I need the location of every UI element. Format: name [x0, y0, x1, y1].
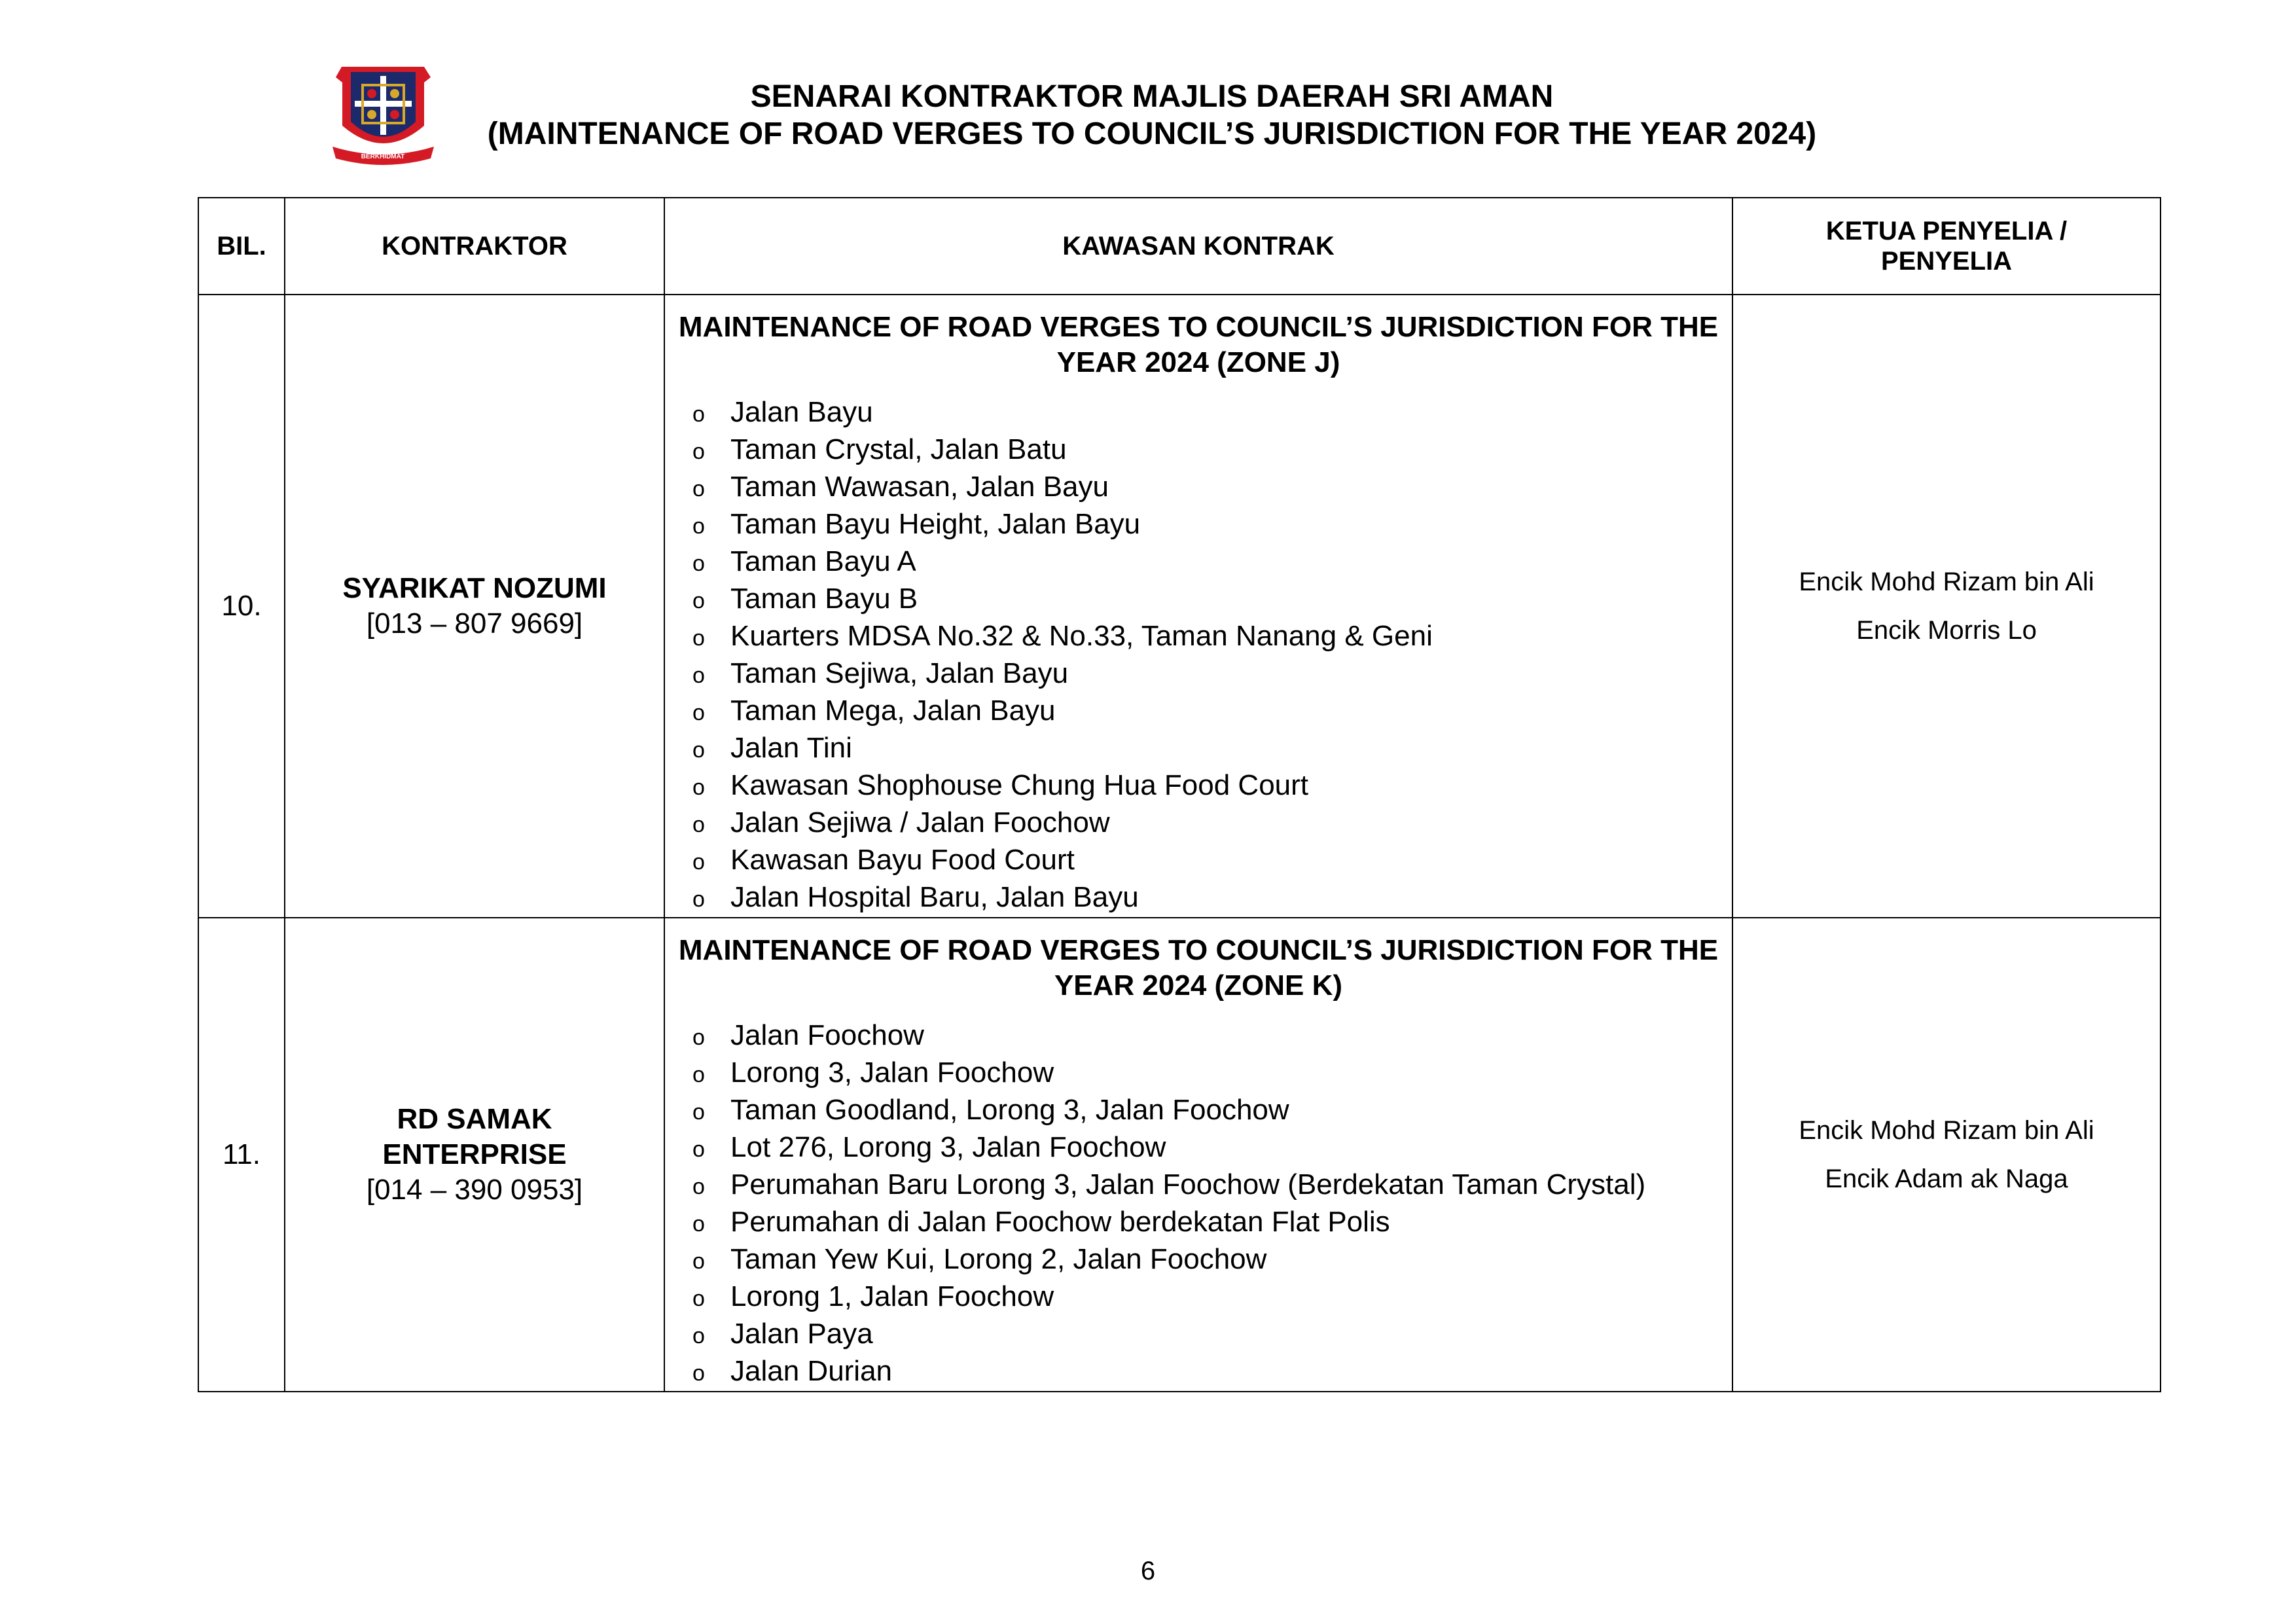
page-title: SENARAI KONTRAKTOR MAJLIS DAERAH SRI AMAN	[750, 79, 1554, 114]
supervisor-cell	[1732, 295, 2161, 918]
bullet-icon: o	[692, 1137, 705, 1162]
bullet-icon: o	[692, 1174, 705, 1199]
col-header-kawasan: KAWASAN KONTRAK	[664, 198, 1732, 295]
area-name: Jalan Hospital Baru, Jalan Bayu	[730, 881, 1139, 913]
area-name: Taman Bayu Height, Jalan Bayu	[730, 508, 1141, 540]
row-number: 11.	[198, 918, 285, 1392]
logo-ribbon-text: BERKHIDMAT	[361, 153, 405, 160]
bullet-icon: o	[692, 514, 705, 539]
area-name: Perumahan Baru Lorong 3, Jalan Foochow (Berdekatan Taman Crystal)	[730, 1168, 1646, 1200]
contractor-name-line1: RD SAMAK	[397, 1103, 552, 1135]
list-item	[692, 1204, 1732, 1242]
bullet-icon: o	[692, 1361, 705, 1386]
area-list	[665, 395, 1732, 917]
bullet-icon: o	[692, 775, 705, 800]
area-name: Taman Bayu B	[730, 583, 918, 615]
area-name: Lot 276, Lorong 3, Jalan Foochow	[730, 1131, 1166, 1163]
list-item	[692, 1018, 1732, 1055]
list-item	[692, 731, 1732, 768]
bullet-icon: o	[692, 700, 705, 725]
col-header-bil: BIL.	[198, 198, 285, 295]
area-name: Kawasan Bayu Food Court	[730, 844, 1075, 876]
table-row	[198, 295, 2161, 918]
contractor-cell	[285, 918, 664, 1392]
bullet-icon: o	[692, 663, 705, 688]
page-number: 6	[1140, 1557, 1156, 1585]
bullet-icon: o	[692, 1025, 705, 1050]
area-name: Jalan Tini	[730, 732, 852, 764]
area-name: Taman Wawasan, Jalan Bayu	[730, 471, 1109, 503]
contractor-phone: [013 – 807 9669]	[366, 607, 583, 640]
contractor-phone: [014 – 390 0953]	[366, 1174, 583, 1206]
list-item	[692, 842, 1732, 880]
area-name: Lorong 1, Jalan Foochow	[730, 1280, 1054, 1312]
contractor-name: SYARIKAT NOZUMI	[342, 572, 607, 604]
list-item	[692, 693, 1732, 731]
area-name: Kawasan Shophouse Chung Hua Food Court	[730, 769, 1309, 801]
list-item	[692, 469, 1732, 507]
list-item	[692, 656, 1732, 693]
contract-area-cell	[664, 918, 1732, 1392]
bullet-icon: o	[692, 477, 705, 501]
zone-title: MAINTENANCE OF ROAD VERGES TO COUNCIL’S JURISDICTION FOR THE YEAR 2024 (ZONE J)	[678, 311, 1719, 378]
area-name: Perumahan di Jalan Foochow berdekatan Flat Polis	[730, 1206, 1390, 1238]
supervisor: Encik Morris Lo	[1856, 616, 2037, 645]
bullet-icon: o	[692, 1286, 705, 1311]
area-name: Taman Bayu A	[730, 545, 916, 577]
area-name: Jalan Paya	[730, 1318, 873, 1350]
area-name: Jalan Bayu	[730, 396, 873, 428]
bullet-icon: o	[692, 1324, 705, 1348]
list-item	[692, 1242, 1732, 1279]
area-name: Jalan Sejiwa / Jalan Foochow	[730, 806, 1110, 839]
page-subtitle: (MAINTENANCE OF ROAD VERGES TO COUNCIL’S JURISDICTION FOR THE YEAR 2024)	[487, 117, 1817, 151]
area-name: Lorong 3, Jalan Foochow	[730, 1056, 1054, 1089]
list-item	[692, 1354, 1732, 1391]
bullet-icon: o	[692, 738, 705, 763]
list-item	[692, 880, 1732, 917]
contractor-cell	[285, 295, 664, 918]
area-name: Taman Sejiwa, Jalan Bayu	[730, 657, 1069, 689]
list-item	[692, 1167, 1732, 1204]
col-header-penyelia-line2: PENYELIA	[1880, 247, 2013, 276]
bullet-icon: o	[692, 812, 705, 837]
contractor-name-line2: ENTERPRISE	[382, 1138, 567, 1170]
list-item	[692, 768, 1732, 805]
list-item	[692, 805, 1732, 842]
list-item	[692, 544, 1732, 581]
bullet-icon: o	[692, 551, 705, 576]
col-header-kontraktor: KONTRAKTOR	[285, 198, 664, 295]
list-item	[692, 1279, 1732, 1316]
bullet-icon: o	[692, 439, 705, 464]
zone-title: MAINTENANCE OF ROAD VERGES TO COUNCIL’S JURISDICTION FOR THE YEAR 2024 (ZONE K)	[678, 934, 1719, 1001]
list-item	[692, 1055, 1732, 1092]
list-item	[692, 507, 1732, 544]
row-number: 10.	[198, 295, 285, 918]
area-name: Taman Mega, Jalan Bayu	[730, 695, 1056, 727]
bullet-icon: o	[692, 1100, 705, 1125]
bullet-icon: o	[692, 1062, 705, 1087]
area-list	[665, 1018, 1732, 1391]
bullet-icon: o	[692, 887, 705, 912]
bullet-icon: o	[692, 1249, 705, 1274]
bullet-icon: o	[692, 402, 705, 427]
bullet-icon: o	[692, 588, 705, 613]
bullet-icon: o	[692, 626, 705, 651]
list-item	[692, 395, 1732, 432]
contractor-table	[198, 197, 2161, 1392]
bullet-icon: o	[692, 1212, 705, 1236]
head-supervisor: Encik Mohd Rizam bin Ali	[1799, 1116, 2094, 1145]
head-supervisor: Encik Mohd Rizam bin Ali	[1799, 568, 2094, 596]
list-item	[692, 1130, 1732, 1167]
table-row	[198, 918, 2161, 1392]
list-item	[692, 1092, 1732, 1130]
area-name: Jalan Durian	[730, 1355, 893, 1387]
supervisor: Encik Adam ak Naga	[1825, 1164, 2068, 1193]
area-name: Taman Goodland, Lorong 3, Jalan Foochow	[730, 1094, 1289, 1126]
area-name: Kuarters MDSA No.32 & No.33, Taman Nanang & Geni	[730, 620, 1433, 652]
bullet-icon: o	[692, 850, 705, 875]
list-item	[692, 581, 1732, 619]
list-item	[692, 432, 1732, 469]
area-name: Jalan Foochow	[730, 1019, 924, 1051]
area-name: Taman Crystal, Jalan Batu	[730, 433, 1067, 465]
col-header-penyelia-line1: KETUA PENYELIA /	[1825, 217, 2068, 245]
table-header-row	[198, 198, 2161, 295]
col-header-penyelia	[1732, 198, 2161, 295]
list-item	[692, 1316, 1732, 1354]
area-name: Taman Yew Kui, Lorong 2, Jalan Foochow	[730, 1243, 1267, 1275]
contract-area-cell	[664, 295, 1732, 918]
supervisor-cell	[1732, 918, 2161, 1392]
list-item	[692, 619, 1732, 656]
